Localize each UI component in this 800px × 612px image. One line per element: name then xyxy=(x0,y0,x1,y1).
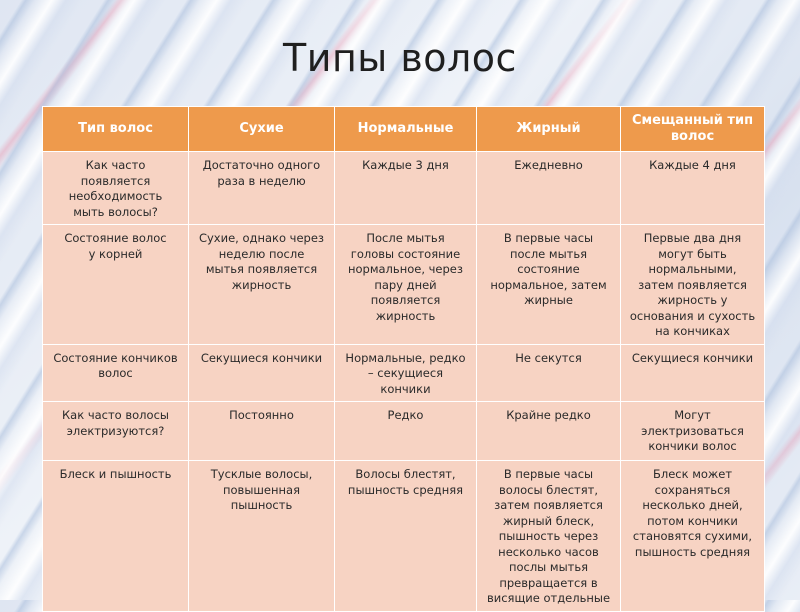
header-label: Сухие xyxy=(239,121,284,136)
table-row xyxy=(43,152,765,225)
header-normal xyxy=(335,107,477,152)
table-cell xyxy=(189,344,335,402)
table-cell xyxy=(189,225,335,345)
cell-text: Ежедневно xyxy=(514,158,583,172)
table-cell xyxy=(621,152,765,225)
table-header-row xyxy=(43,107,765,152)
cell-text: Секущиеся кончики xyxy=(631,350,754,365)
header-dry xyxy=(189,107,335,152)
table-cell xyxy=(189,461,335,612)
table-row xyxy=(43,402,765,461)
cell-text: Каждые 3 дня xyxy=(362,158,449,172)
cell-text: Первые два дня могут быть нормальными, затем появляется жирность у основания и сухость на кончиках xyxy=(629,231,756,338)
cell-text: Сухие, однако через неделю после мытья появляется жирность xyxy=(198,231,325,292)
table-cell xyxy=(43,402,189,461)
table-cell xyxy=(189,152,335,225)
cell-text: Достаточно одного раза в неделю xyxy=(202,158,321,188)
cell-text: В первые часы после мытья состояние нормальное, затем жирные xyxy=(490,231,607,307)
cell-text: Каждые 4 дня xyxy=(649,158,736,172)
table-cell xyxy=(335,402,477,461)
table-cell xyxy=(43,225,189,345)
slide-title: Типы волос xyxy=(283,36,517,80)
table-cell xyxy=(335,225,477,345)
row-question: Как часто волосы электризуются? xyxy=(62,408,169,438)
cell-text: Могут электризоваться кончики волос xyxy=(641,408,744,453)
cell-text: Секущиеся кончики xyxy=(200,350,323,365)
row-question: Как часто появляется необходимость мыть волосы? xyxy=(68,158,163,219)
cell-text: Тусклые волосы, повышенная пышность xyxy=(210,467,313,512)
cell-text: Редко xyxy=(387,408,424,422)
table-row xyxy=(43,225,765,345)
table-cell xyxy=(189,402,335,461)
header-hair-type xyxy=(43,107,189,152)
table-cell xyxy=(477,402,621,461)
table-row xyxy=(43,344,765,402)
header-label: Жирный xyxy=(516,121,581,136)
header-label: Нормальные xyxy=(357,121,454,136)
cell-text: Не секутся xyxy=(515,350,582,365)
table-cell xyxy=(43,152,189,225)
header-oily xyxy=(477,107,621,152)
row-question: Блеск и пышность xyxy=(59,467,172,481)
row-question: Состояние волос у корней xyxy=(64,231,167,261)
table-cell xyxy=(43,461,189,612)
cell-text: В первые часы волосы блестят, затем появляется жирный блеск, пышность через несколько часов послы мытья превращается в висящие отдельные xyxy=(486,467,611,605)
table-cell xyxy=(335,461,477,612)
cell-text: Нормальные, редко – секущиеся кончики xyxy=(345,350,466,396)
table-cell xyxy=(621,225,765,345)
table-cell xyxy=(43,344,189,402)
hair-types-table xyxy=(42,106,765,612)
table-cell xyxy=(477,344,621,402)
row-question: Состояние кончиков волос xyxy=(53,350,178,380)
header-label: Смещанный тип волос xyxy=(631,113,754,144)
cell-text: Волосы блестят, пышность средняя xyxy=(347,467,464,497)
table-cell xyxy=(335,344,477,402)
table-row xyxy=(43,461,765,612)
header-mixed xyxy=(621,107,765,152)
cell-text: После мытья головы состояние нормальное, через пару дней появляется жирность xyxy=(347,231,463,323)
table-cell xyxy=(621,461,765,612)
table-cell xyxy=(621,344,765,402)
table-cell xyxy=(335,152,477,225)
header-label: Тип волос xyxy=(78,121,153,136)
table-cell xyxy=(477,461,621,612)
cell-text: Постоянно xyxy=(229,408,294,422)
table-cell xyxy=(621,402,765,461)
cell-text: Крайне редко xyxy=(506,408,591,422)
cell-text: Блеск может сохраняться несколько дней, потом кончики становятся сухими, пышность средняя xyxy=(632,467,753,559)
table-cell xyxy=(477,225,621,345)
table-cell xyxy=(477,152,621,225)
hair-types-table-container xyxy=(42,106,764,612)
